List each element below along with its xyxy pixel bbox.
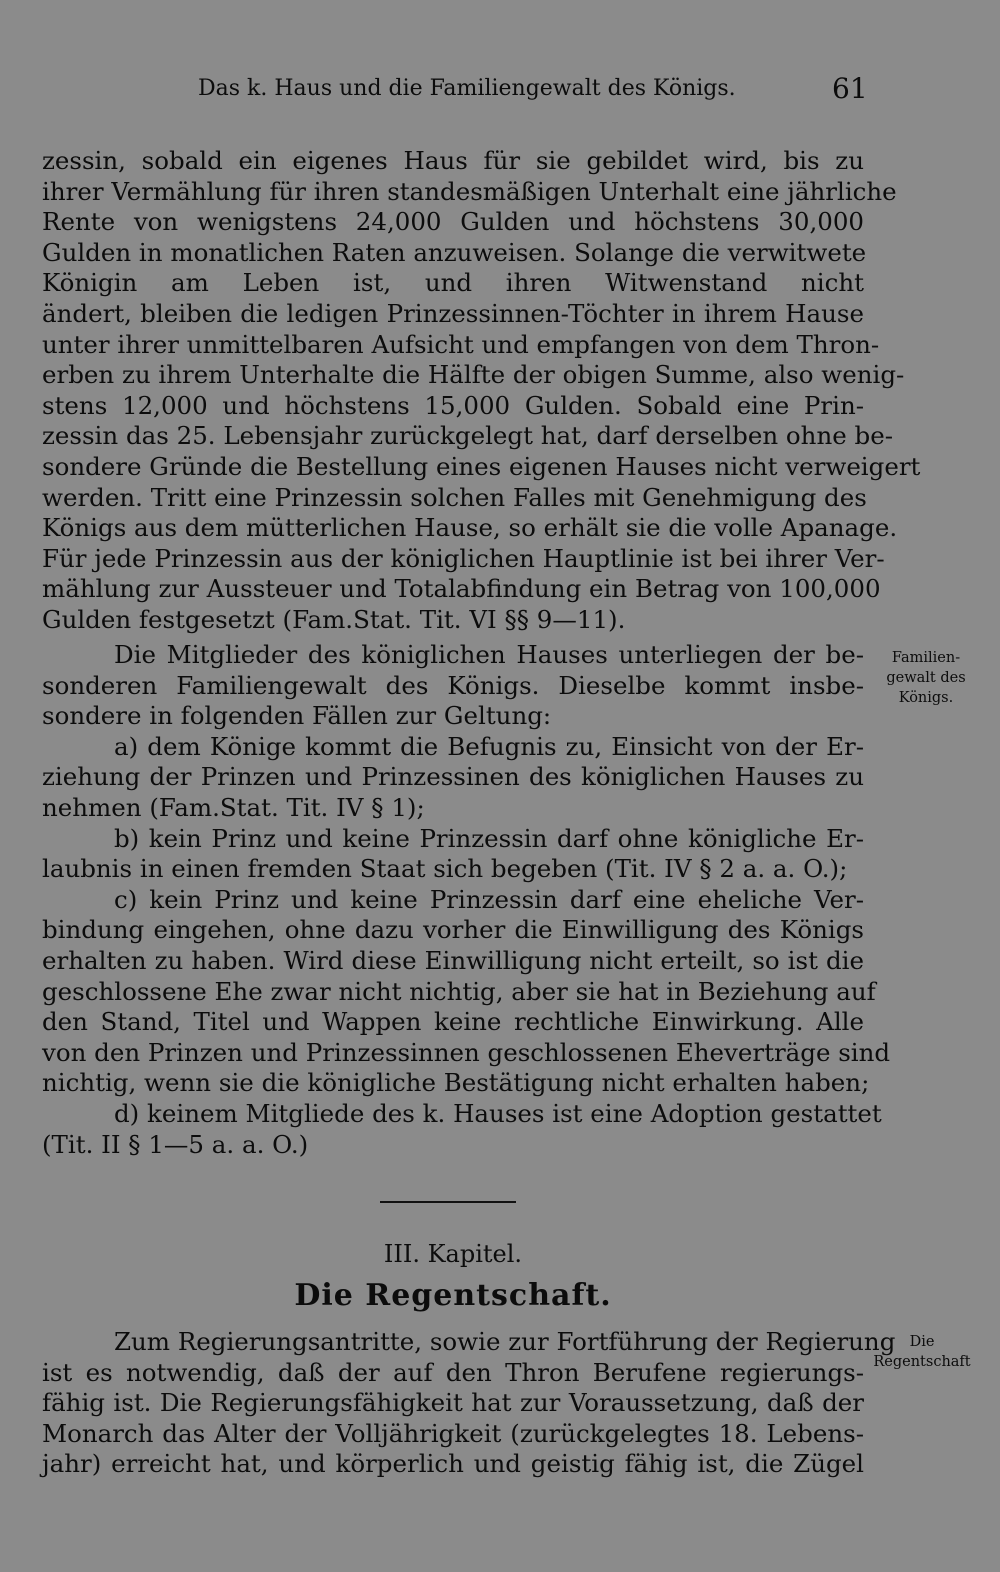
text-line: Monarch das Alter der Volljährigkeit (zurückgelegtes 18. Lebens- [42,1418,864,1448]
text-line: Königs aus dem mütterlichen Hause, so erhält sie die volle Apanage. [42,513,898,543]
list-item-a: a) dem Könige kommt die Befugnis zu, Einsicht von der Er- [114,731,864,761]
text-line: sondere in folgenden Fällen zur Geltung: [42,701,552,731]
paragraph-apanage [42,146,921,636]
margin-note-line: Die [909,1334,935,1350]
list-item-d: d) keinem Mitgliede des k. Hauses ist eine Adoption gestattet [114,1098,882,1128]
text-line: laubnis in einen fremden Staat sich begeben (Tit. IV § 2 a. a. O.); [42,854,848,884]
page-number: 61 [832,72,868,105]
text-line: Gulden in monatlichen Raten anzuweisen. Solange die verwitwete [42,237,867,267]
text-line: Rente von wenigstens 24,000 Gulden und höchstens 30,000 [42,207,864,237]
text-line: unter ihrer unmittelbaren Aufsicht und empfangen von dem Thron- [42,329,880,359]
text-line: nichtig, wenn sie die königliche Bestätigung nicht erhalten haben; [42,1068,870,1098]
list-item-c: c) kein Prinz und keine Prinzessin darf eine eheliche Ver- [114,884,864,914]
text-line: zessin das 25. Lebensjahr zurückgelegt hat, darf derselben ohne be- [42,421,893,451]
text-line: werden. Tritt eine Prinzessin solchen Falles mit Genehmigung des [42,482,867,512]
text-line: sondere Gründe die Bestellung eines eigenen Hauses nicht verweigert [42,451,921,481]
text-line: sonderen Familiengewalt des Königs. Dieselbe kommt insbe- [42,670,864,700]
text-line: ihrer Vermählung für ihren standesmäßigen Unterhalt eine jährliche [42,176,897,206]
text-line: erben zu ihrem Unterhalte die Hälfte der obigen Summe, also wenig- [42,360,905,390]
list-item-b: b) kein Prinz und keine Prinzessin darf ohne königliche Er- [114,823,864,853]
text-line: zessin, sobald ein eigenes Haus für sie gebildet wird, bis zu [42,146,864,175]
text-line: bindung eingehen, ohne dazu vorher die Einwilligung des Königs [42,915,864,945]
text-line: Die Mitglieder des königlichen Hauses unterliegen der be- [114,640,864,669]
text-line: erhalten zu haben. Wird diese Einwilligung nicht erteilt, so ist die [42,945,864,975]
text-line: mählung zur Aussteuer und Totalabfindung ein Betrag von 100,000 [42,574,881,604]
text-line: ziehung der Prinzen und Prinzessinen des königlichen Hauses zu [42,762,864,792]
chapter-title: Die Regentschaft. [294,1278,612,1313]
chapter-label: III. Kapitel. [383,1240,523,1268]
text-line: Königin am Leben ist, und ihren Witwenstand nicht [42,268,864,298]
section-divider [380,1201,516,1203]
text-line: den Stand, Titel und Wappen keine rechtliche Einwirkung. Alle [42,1007,864,1037]
margin-note-familiengewalt [870,648,982,708]
margin-note-line: Familien- [891,650,961,666]
text-line: nehmen (Fam.Stat. Tit. IV § 1); [42,792,425,822]
margin-note-regentschaft [866,1332,978,1372]
running-header: Das k. Haus und die Familiengewalt des Königs. [198,76,736,101]
text-line: ändert, bleiben die ledigen Prinzessinnen-Töchter in ihrem Hause [42,298,864,328]
paragraph-regentschaft [42,1327,896,1480]
text-line: fähig ist. Die Regierungsfähigkeit hat zur Voraussetzung, daß der [42,1388,864,1418]
paragraph-familiengewalt [42,640,891,1160]
margin-note-line: Regentschaft [873,1354,971,1370]
margin-note-line: Königs. [898,690,954,706]
text-line: (Tit. II § 1—5 a. a. O.) [42,1129,309,1159]
text-line: Gulden festgesetzt (Fam.Stat. Tit. VI §§ 9—11). [42,604,626,634]
text-line: stens 12,000 und höchstens 15,000 Gulden. Sobald eine Prin- [42,390,864,420]
text-line: von den Prinzen und Prinzessinnen geschlossenen Eheverträge sind [42,1037,891,1067]
margin-note-line: gewalt des [886,670,966,686]
text-line: ist es notwendig, daß der auf den Thron Berufene regierungs- [42,1357,864,1387]
text-line: Zum Regierungsantritte, sowie zur Fortführung der Regierung [114,1327,896,1356]
text-line: Für jede Prinzessin aus der königlichen Hauptlinie ist bei ihrer Ver- [42,543,885,573]
text-line: geschlossene Ehe zwar nicht nichtig, aber sie hat in Beziehung auf [42,976,876,1006]
text-line: jahr) erreicht hat, und körperlich und geistig fähig ist, die Zügel [42,1449,864,1479]
